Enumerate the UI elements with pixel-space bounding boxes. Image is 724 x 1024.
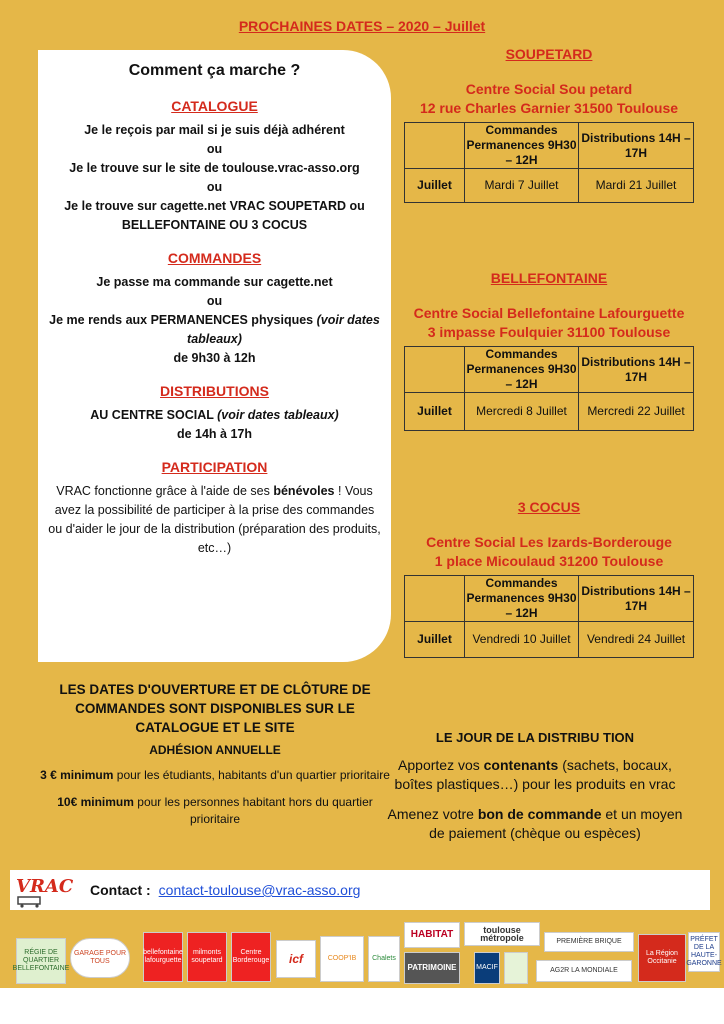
dist-date: Mardi 21 Juillet (579, 169, 694, 203)
adhesion-student: 3 € minimum pour les étudiants, habitants d'un quartier prioritaire (40, 768, 390, 782)
contact-bar (10, 870, 710, 910)
regie-quartier-logo: RÉGIE DE QUARTIER BELLEFONTAINE (16, 938, 66, 984)
chalets-logo: Chalets (368, 936, 400, 982)
bellefontaine-logo: bellefontaine lafourguette (143, 932, 183, 982)
distributions-line-2: de 14h à 17h (176, 427, 253, 441)
how-title: Comment ça marche ? (128, 62, 301, 79)
dates-table (404, 346, 694, 431)
perm-date: Mardi 7 Juillet (465, 169, 579, 203)
col-header-dist: Distributions 14H – 17H (579, 576, 694, 622)
coopib-logo: COOP'IB (320, 936, 364, 982)
distribution-day-containers: Apportez vos contenants (sachets, bocaux, boîtes plastiques…) pour les produits en vrac (394, 757, 676, 792)
distributions-line-1: AU CENTRE SOCIAL (voir dates tableaux) (90, 408, 339, 422)
participation-heading: PARTICIPATION (161, 459, 268, 475)
location-center: Centre Social Bellefontaine Lafourguette 3 impasse Foulquier 31100 Toulouse (413, 305, 685, 340)
prefet-logo: PRÉFET DE LA HAUTE-GARONNE (688, 932, 720, 972)
region-occitanie-logo: La Région Occitanie (638, 934, 686, 982)
row-month: Juillet (405, 622, 465, 658)
catalogue-or-2: ou (206, 180, 223, 194)
commandes-line-2: Je me rends aux PERMANENCES physiques (voir dates tableaux) (49, 313, 380, 346)
location-name: 3 COCUS (517, 499, 581, 515)
toulouse-metropole-logo: toulouse métropole (464, 922, 540, 946)
premiere-brique-logo: PREMIÈRE BRIQUE (544, 932, 634, 952)
perm-date: Vendredi 10 Juillet (465, 622, 579, 658)
adhesion-other: 10€ minimum pour les personnes habitant hors du quartier prioritaire (57, 795, 373, 826)
perm-date: Mercredi 8 Juillet (465, 393, 579, 431)
toulouse-habitat-logo: HABITAT (404, 922, 460, 948)
catalogue-or-1: ou (206, 142, 223, 156)
vrac-logo (14, 872, 76, 908)
location-bellefontaine (404, 270, 694, 431)
macif-logo: MACIF (474, 952, 500, 984)
distributions-heading: DISTRIBUTIONS (160, 383, 269, 399)
partner-logos (0, 918, 724, 988)
col-header-dist: Distributions 14H – 17H (579, 123, 694, 169)
patrimoine-logo: PATRIMOINE (404, 952, 460, 984)
col-header-perm: Commandes Permanences 9H30 – 12H (466, 347, 577, 391)
row-month: Juillet (405, 169, 465, 203)
commandes-line-3: de 9h30 à 12h (173, 351, 256, 365)
catalogue-line-2: Je le trouve sur le site de toulouse.vrac-asso.org (69, 161, 360, 175)
soupetard-logo: milmonts soupetard (187, 932, 227, 982)
contact-label: Contact : (90, 882, 151, 898)
page-title: PROCHAINES DATES – 2020 – Juillet (238, 18, 486, 34)
distribution-day-order: Amenez votre bon de commande et un moyen de paiement (chèque ou espèces) (387, 806, 683, 841)
location-center: Centre Social Sou petard 12 rue Charles Garnier 31500 Toulouse (419, 81, 679, 116)
participation-text: VRAC fonctionne grâce à l'aide de ses bénévoles ! Vous avez la possibilité de participer à la prise des commandes ou d'aider le jour de la distribution (préparation des produits, etc…) (48, 484, 381, 555)
ag2r-logo: AG2R LA MONDIALE (536, 960, 632, 982)
adhesion-heading: ADHÉSION ANNUELLE (149, 743, 281, 757)
col-header-perm: Commandes Permanences 9H30 – 12H (466, 576, 577, 620)
catalogue-line-3: Je le trouve sur cagette.net VRAC SOUPETARD ou (64, 199, 365, 213)
dates-table (404, 575, 694, 658)
garage-pour-tous-logo: GARAGE POUR TOUS (70, 938, 130, 978)
centre-social-logo: Centre Borderouge (231, 932, 271, 982)
distribution-day (380, 730, 690, 843)
catalogue-line-4: BELLEFONTAINE OU 3 COCUS (121, 218, 308, 232)
fondation-logo (504, 952, 528, 984)
dist-date: Mercredi 22 Juillet (579, 393, 694, 431)
location-3-cocus (404, 499, 694, 658)
catalogue-heading: CATALOGUE (171, 98, 258, 114)
vrac-logo-text: VRAC (16, 876, 74, 897)
icf-logo: icf (276, 940, 316, 978)
row-month: Juillet (405, 393, 465, 431)
location-soupetard (404, 46, 694, 203)
dates-table (404, 122, 694, 203)
dates-info (40, 680, 390, 828)
col-header-perm: Commandes Permanences 9H30 – 12H (466, 123, 577, 167)
location-name: SOUPETARD (505, 46, 593, 62)
col-header-dist: Distributions 14H – 17H (579, 347, 694, 393)
catalogue-line-1: Je le reçois par mail si je suis déjà adhérent (84, 123, 345, 137)
location-name: BELLEFONTAINE (490, 270, 608, 286)
commandes-heading: COMMANDES (167, 250, 262, 266)
contact-email-link[interactable]: contact-toulouse@vrac-asso.org (158, 882, 361, 898)
commandes-line-1: Je passe ma commande sur cagette.net (96, 275, 333, 289)
dates-info-text: LES DATES D'OUVERTURE ET DE CLÔTURE DE COMMANDES SONT DISPONIBLES SUR LE CATALOGUE ET LE SITE (59, 682, 371, 735)
dist-date: Vendredi 24 Juillet (579, 622, 694, 658)
distribution-day-title: LE JOUR DE LA DISTRIBU TION (435, 730, 635, 745)
commandes-or: ou (206, 294, 223, 308)
how-it-works-panel (38, 50, 391, 662)
location-center: Centre Social Les Izards-Borderouge 1 place Micoulaud 31200 Toulouse (426, 534, 672, 569)
